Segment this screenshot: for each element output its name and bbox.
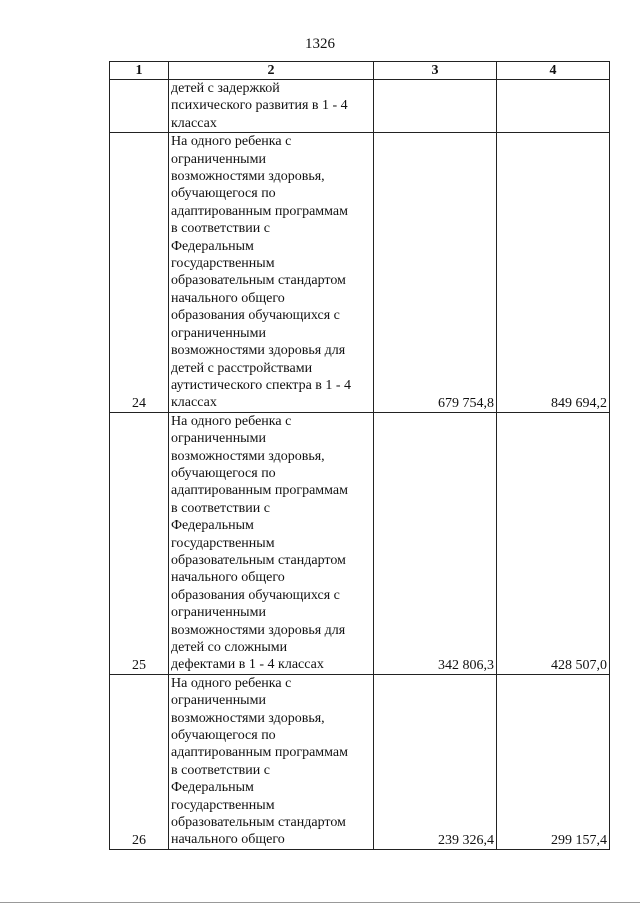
description-line: в соответствии с bbox=[171, 221, 270, 237]
row-description bbox=[169, 674, 374, 849]
table-row bbox=[110, 80, 610, 133]
description-line: адаптированным программам bbox=[171, 745, 349, 761]
row-description bbox=[169, 133, 374, 413]
description-line: На одного ребенка с bbox=[171, 413, 292, 429]
row-value-col-3: 239 326,4 bbox=[374, 674, 497, 849]
description-line: государственным bbox=[171, 797, 275, 813]
table-row bbox=[110, 674, 610, 849]
page-number: 1326 bbox=[305, 36, 335, 52]
row-number: 25 bbox=[110, 412, 169, 674]
header-col-4: 4 bbox=[497, 62, 610, 80]
description-line: детей с расстройствами bbox=[171, 360, 313, 376]
row-value-col-3: 679 754,8 bbox=[374, 133, 497, 413]
description-line: детей с задержкой bbox=[171, 81, 280, 96]
description-line: возможностями здоровья, bbox=[171, 448, 325, 464]
row-number bbox=[110, 80, 169, 133]
description-line: государственным bbox=[171, 256, 275, 272]
description-line: На одного ребенка с bbox=[171, 134, 292, 150]
description-line: ограниченными bbox=[171, 431, 266, 447]
description-line: ограниченными bbox=[171, 693, 266, 709]
data-table bbox=[109, 61, 610, 850]
description-line: образовательным стандартом bbox=[171, 815, 346, 831]
table-body bbox=[110, 80, 610, 850]
description-line: На одного ребенка с bbox=[171, 675, 292, 691]
description-line: в соответствии с bbox=[171, 500, 270, 516]
header-col-2: 2 bbox=[169, 62, 374, 80]
description-line: психического развития в 1 - 4 bbox=[171, 98, 348, 114]
description-line: Федеральным bbox=[171, 780, 254, 796]
description-line: ограниченными bbox=[171, 605, 266, 621]
description-line: обучающегося по bbox=[171, 728, 276, 744]
description-line: детей со сложными bbox=[171, 640, 288, 655]
description-line: в соответствии с bbox=[171, 762, 270, 778]
row-value-col-4: 299 157,4 bbox=[497, 674, 610, 849]
description-line: классах bbox=[171, 395, 217, 411]
description-line: образования обучающихся с bbox=[171, 587, 340, 603]
row-value-col-4: 849 694,2 bbox=[497, 133, 610, 413]
header-col-1: 1 bbox=[110, 62, 169, 80]
row-number: 24 bbox=[110, 133, 169, 413]
footer-rule bbox=[0, 902, 640, 903]
row-value-col-3 bbox=[374, 80, 497, 133]
row-description bbox=[169, 80, 374, 133]
row-number: 26 bbox=[110, 674, 169, 849]
description-line: обучающегося по bbox=[171, 186, 276, 202]
description-line: государственным bbox=[171, 535, 275, 551]
header-col-3: 3 bbox=[374, 62, 497, 80]
description-line: начального общего bbox=[171, 570, 285, 586]
description-line: адаптированным программам bbox=[171, 483, 349, 499]
description-line: Федеральным bbox=[171, 518, 254, 534]
row-value-col-4 bbox=[497, 80, 610, 133]
description-line: возможностями здоровья для bbox=[171, 343, 346, 359]
table-header-row bbox=[110, 62, 610, 80]
description-line: адаптированным программам bbox=[171, 203, 349, 219]
description-line: Федеральным bbox=[171, 238, 254, 254]
description-line: начального общего bbox=[171, 832, 285, 848]
description-line: обучающегося по bbox=[171, 465, 276, 481]
description-line: аутистического спектра в 1 - 4 bbox=[171, 377, 352, 393]
description-line: возможностями здоровья, bbox=[171, 169, 325, 185]
description-line: возможностями здоровья для bbox=[171, 622, 346, 638]
table-row bbox=[110, 133, 610, 413]
description-line: ограниченными bbox=[171, 151, 266, 167]
row-value-col-3: 342 806,3 bbox=[374, 412, 497, 674]
table-row bbox=[110, 412, 610, 674]
description-line: образовательным стандартом bbox=[171, 273, 346, 289]
description-line: дефектами в 1 - 4 классах bbox=[171, 657, 324, 673]
description-line: возможностями здоровья, bbox=[171, 710, 325, 726]
description-line: начального общего bbox=[171, 290, 285, 306]
description-line: образования обучающихся с bbox=[171, 308, 340, 324]
description-line: ограниченными bbox=[171, 325, 266, 341]
description-line: образовательным стандартом bbox=[171, 552, 346, 568]
row-value-col-4: 428 507,0 bbox=[497, 412, 610, 674]
row-description bbox=[169, 412, 374, 674]
description-line: классах bbox=[171, 115, 217, 131]
